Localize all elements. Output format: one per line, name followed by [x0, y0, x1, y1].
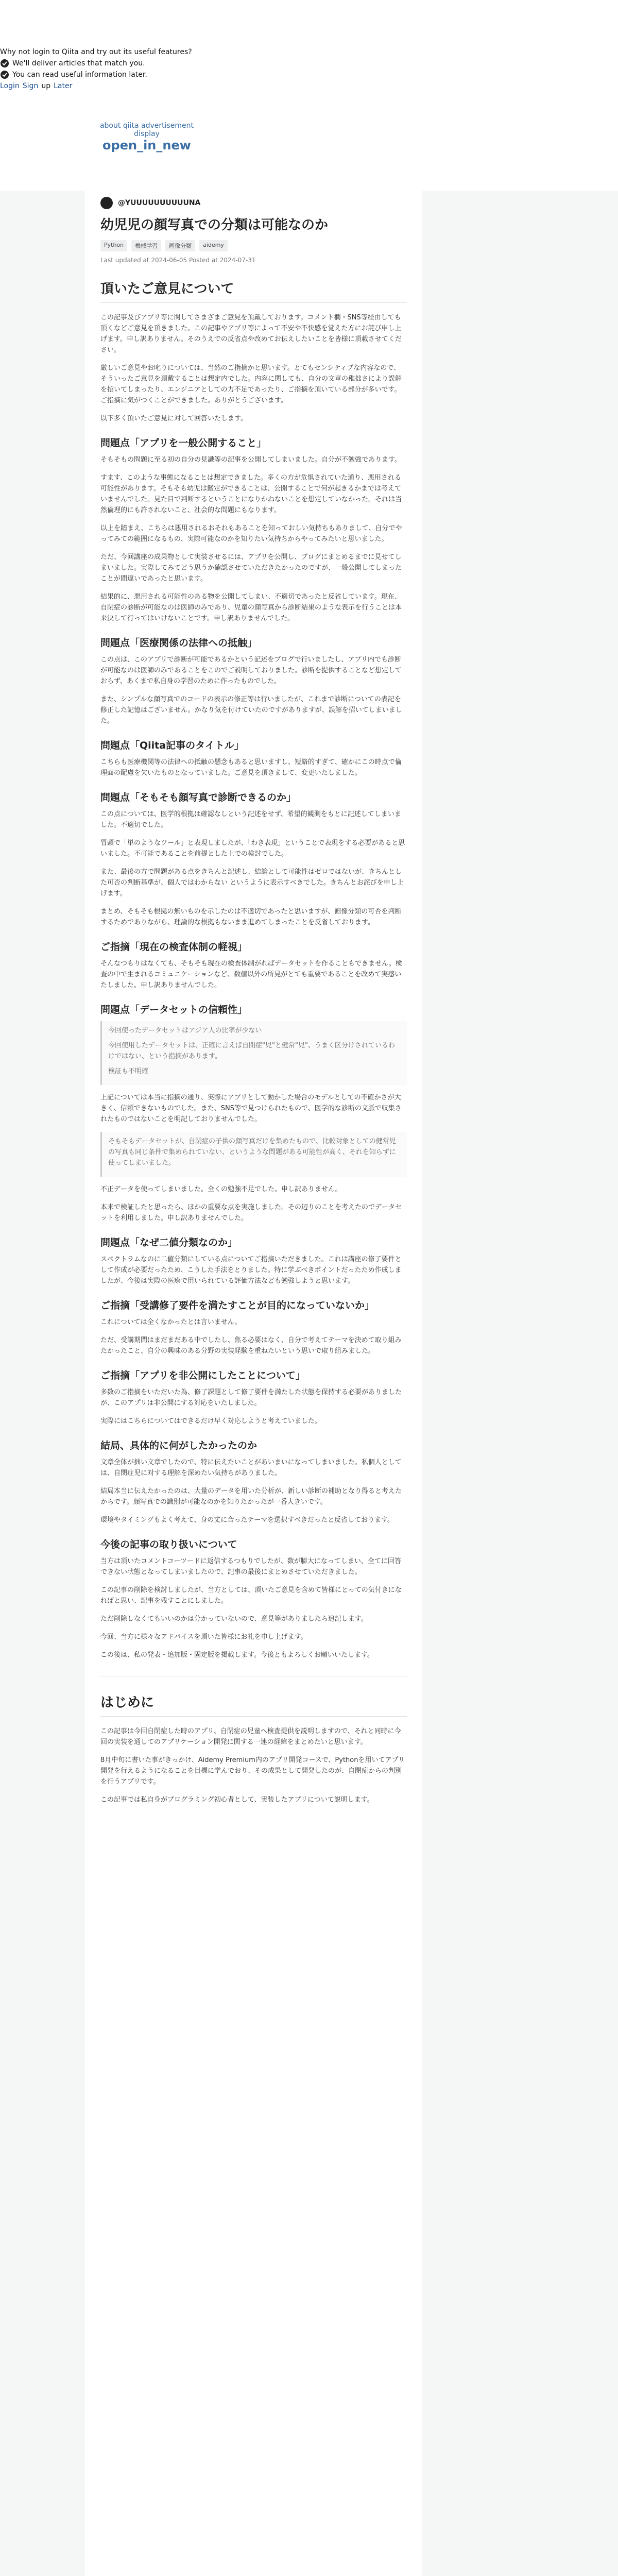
tag-item[interactable]: Python — [100, 240, 127, 251]
subheading: 問題点「アプリを一般公開すること」 — [100, 437, 267, 449]
article-card — [85, 185, 422, 2576]
paragraph: この記事及びアプリ等に関してさまざまご意見を頂戴しております。コメント欄・SNS等経由しても頂くなどご意見を頂きました。この記事やアプリ等によって不安や不快感を覚えた方にお詫び申し上げます。申し訳ありません。そのうえでの反省点や改めてお伝えしたいことを皆様に頂載させてください。 — [100, 314, 402, 354]
paragraph: 本来で検証したと思ったら、ほかの重要な点を実施しました。その辺りのことを考えたのでデータセットを利用しました。申し訳ありませんでした。 — [100, 1204, 402, 1222]
paragraph: 以下多く頂いたご意見に対して回答いたします。 — [100, 415, 247, 422]
subheading: 問題点「そもそも顔写真で診断できるのか」 — [100, 792, 297, 803]
quote-text: 今回使ったデータセットはアジア人の比率が少ない — [108, 1027, 262, 1035]
section-heading: 頂いたご意見について — [100, 278, 407, 303]
paragraph: ただ削除しなくてもいいのかは分かっていないので、意見等がありましたら追記します。 — [100, 1615, 368, 1623]
paragraph: 今回、当方に様々なアドバイスを頂いた皆様にお礼を申し上げます。 — [100, 1633, 307, 1641]
subheading: ご指摘「受講修了要件を満たすことが目的になっていないか」 — [100, 1300, 375, 1311]
paragraph: こちらも医療機関等の法律への抵触の懸念もあると思いますし、短絡的すぎて、確かにこの時点で倫理面の配慮を欠いたものとなっていました。ご意見を頂きまして、変更いたしました。 — [100, 758, 402, 777]
paragraph: 多数のご指摘をいただいた為、修了課題として修了要件を満たした状態を保持する必要がありましたが、このアプリは非公開にする対応をいたしました。 — [100, 1388, 402, 1407]
paragraph: 結果的に、悪用される可能性のある物を公開してしまい、不適切であったと反省しています。現在、自閉症の診断が可能なのは医師のみであり、児童の顔写真から診断結果のような表示を行うことは本来決して行ってはいけないことです。申し訳ありませんでした。 — [100, 593, 402, 622]
paragraph: 以上を踏まえ、こちらは悪用されるおそれもあることを知っておしい気持ちもありまして、自分でやってみての範囲になるもの、実際可能なのかを知りたい気持ちからやってみたいと思いました。 — [100, 524, 402, 543]
paragraph: 不正データを使ってしまいました。全くの勉強不足でした。申し訳ありません。 — [100, 1185, 342, 1193]
paragraph: 当方は頂いたコメントコーツードに返信するつもりでしたが、数が膨大になってしまい、全てに回答できない状態となってしまいましたので、記事の最後にまとめさせていただきました。 — [100, 1557, 401, 1576]
paragraph: この点については、医学的根拠は確認なしという記述をせず、希望的観測をもとに記述してしまいました。不適切でした。 — [100, 810, 401, 829]
paragraph: また、最後の方で問題がある点をきちんと記述し、結論として可能性はゼロではないが、きちんとした可否の判断基準が、個人ではわからない というように表示すべきでした。きちんとお詫びを申し上げます。 — [100, 868, 404, 897]
subheading: 問題点「データセットの信頼性」 — [100, 1004, 248, 1015]
author-name[interactable]: @YUUUUUUUUUUNA — [118, 199, 201, 207]
section-heading: はじめに — [100, 1692, 407, 1717]
paragraph: まとめ、そもそも根拠の無いものを示したのは不適切であったと思いますが、画像分類の可否を判断するためでありながら、理論的な根拠もないまま進めてしまったことを反省しております。 — [100, 908, 402, 926]
subheading: 問題点「Qiita記事のタイトル」 — [100, 740, 244, 751]
login-banner — [0, 0, 618, 92]
paragraph: 冒頭で「単のようなツール」と表現しましたが、「わき表現」ということで表現をする必要があると思いました。不可能であることを前提とした上での検討でした。 — [100, 839, 405, 858]
banner-line-1: Why not login to Qiita and try out its useful features? — [0, 48, 192, 56]
blockquote — [100, 1132, 407, 1177]
paragraph: 結局本当に伝えたかったのは、大量のデータを用いた分析が、新しい診断の補助となり得ると考えたからです。顔写真での識別が可能なのかを知りたかったが一番大きいです。 — [100, 1487, 402, 1506]
paragraph: ただ、今回講座の成果物として実装させるには、アプリを公開し、ブログにまとめるまでに見せてしまいました。実際してみてどう思うか確認させていただきたかったのですが、一般公開してしまったことが間違いであったと思います。 — [100, 553, 402, 583]
banner-line-3: You can read useful information later. — [12, 71, 147, 79]
check-icon — [0, 70, 9, 79]
subheading: 問題点「医療関係の法律への抵触」 — [100, 637, 258, 649]
tag-item[interactable]: aidemy — [199, 240, 228, 251]
subheading: 問題点「なぜ二値分類なのか」 — [100, 1237, 238, 1248]
avatar[interactable] — [100, 197, 113, 209]
paragraph: この記事の削除を検討しましたが、当方としては、頂いたご意見を含めて皆様にとっての気付きになればと思い、記事を残すことにしました。 — [100, 1586, 402, 1605]
paragraph: 8月中旬に書いた事がきっかけ、Aidemy Premium内のアプリ開発コースで、Pythonを用いてアプリ開発を行えるようになることを目標に学んでおり、その成果として開発したのが、自閉症からの判別を行うアプリです。 — [100, 1756, 405, 1786]
signup-link-suffix: up — [41, 82, 51, 90]
blockquote — [100, 1021, 407, 1085]
subheading: ご指摘「現在の検査体制の軽視」 — [100, 941, 248, 953]
author-info[interactable] — [100, 197, 407, 209]
paragraph: これについては全くなかったとは言いません。 — [100, 1318, 242, 1326]
paragraph: スペクトラムなのに二値分類にしている点についてご指摘いただきました。これは講座の修了要件として作成が必要だったため、こうした手法をとりました。特に学ぶべきポイントだったため作成しましたが、今後は実際の医療で用いられている評価方法なども勉強しようと思います。 — [100, 1256, 402, 1285]
subheading: ご指摘「アプリを非公開にしたことについて」 — [100, 1370, 305, 1381]
quote-text: 検証も不明確 — [108, 1067, 149, 1075]
paragraph: また、シンプルな顔写真でのコードの表示の修正等は行いましたが、これまで診断についての表記を修正した記憶はございません。かなり気を付けていたのですがありますが、誤解を招いてしまいました。 — [100, 696, 402, 725]
check-icon — [0, 59, 9, 68]
paragraph: この後は、私の発表・追加版・固定版を掲載します。今後ともよろしくお願いいたします。 — [100, 1651, 374, 1659]
ad-label[interactable]: about qiita advertisement display — [99, 122, 194, 138]
later-link[interactable]: Later — [54, 82, 73, 90]
tag-item[interactable]: 機械学習 — [131, 240, 161, 251]
signup-link[interactable]: Sign — [22, 82, 39, 90]
paragraph: そもそもの問題に至る初の自分の見識等の記事を公開してしまいました。自分が不勉強であります。 — [100, 456, 401, 464]
subheading: 今後の記事の取り扱いについて — [100, 1539, 237, 1550]
paragraph: ただ、受講期間はまだまだある中でしたし、焦る必要はなく、自分で考えてテーマを決めて取り組みたかったこと、自分の興味のある分野の実装経験を重ねたいという思いで取り組みました。 — [100, 1336, 402, 1355]
tag-item[interactable]: 画像分類 — [165, 240, 195, 251]
paragraph: そんなつもりはなくても、そもそも現在の検査体制がればデータセットを作ることもできません。検査の中で生まれるコミュニケーションなど、数値以外の所見がとても重要であることを改めて実感いたしました。申し訳ありませんでした。 — [100, 960, 402, 989]
article-dates: Last updated at 2024-06-05 Posted at 2024-07-31 — [100, 257, 256, 264]
article-title: 幼児児の顔写真での分類は可能なのか — [100, 217, 329, 233]
banner-line-2: We'll deliver articles that match you. — [12, 59, 145, 67]
paragraph: この記事では私自身がプログラミング初心者として、実装したアプリについて説明します。 — [100, 1796, 374, 1804]
paragraph: 厳しいご意見やお叱りについては、当然のご指摘かと思います。とてもセンシティブな内容なので、そういったご意見を頂戴することは想定内でした。内容に関しても、自分の文章の稚拙さにより誤解を招いてしまったり、エンジニアとしての力不足であったり、ご指摘を頂いている部分が多いです。ご指摘に気がつくことができました。ありがとうございます。 — [100, 364, 402, 404]
ad-open-icon[interactable]: open_in_new — [102, 138, 191, 152]
quote-text: そもそもデータセットが、自閉症の子供の顔写真だけを集めたもので、比較対象としての健常児の写真も同じ条件で集められていない、というような問題がある可能性が高く、それを知らずに使ってしまいました。 — [108, 1138, 396, 1167]
tag-list — [100, 240, 407, 251]
paragraph: この点は、このアプリで診断が可能であるかという記述をブログで行いましたし、アプリ内でも診断が可能なのは医師のみであることをこのでご説明しておりました。診断を提供することなど想定しておらず、あくまで私自身の学習のために作ったものでした。 — [100, 656, 402, 685]
ad-display[interactable] — [95, 122, 198, 152]
paragraph: 環境やタイミングもよく考えて、身の丈に合ったテーマを選択すべきだったと反省しております。 — [100, 1516, 394, 1524]
login-link[interactable]: Login — [0, 82, 20, 90]
paragraph: この記事は今回自閉症した時のアプリ、自閉症の児童へ検査提供を説明しますので、それと同時に今回の実装を通してのアプリケーション開発に関する一連の経緯をまとめたいと思います。 — [100, 1727, 401, 1746]
paragraph: すます、このような事態になることは想定できました。多くの方が危惧されていた通り、悪用される可能性があります。そもそも幼児は鑑定ができることは、公開することで何が起きるかまでは考えていませんでした。見た目で判断するということになりかねないことを想定していなかった。それは当然倫理的にも許されないこと、社会的な問題にもなります。 — [100, 474, 402, 514]
paragraph: 文章全体が拙い文章でしたので、特に伝えたいことがあいまいになってしまいました。私個人としては、自閉症児に対する理解を深めたい気持ちがありました。 — [100, 1459, 402, 1477]
quote-text: 今回使用したデータセットは、正確に言えば自閉症"児"と健常"児"、うまく区分けされているわけではない、という指摘があります。 — [108, 1042, 395, 1060]
paragraph: 上記については本当に指摘の通り、実際にアプリとして動かした場合のモデルとしての不確かさが大きく、信頼できないものでした。また、SNS等で見つけられたもので、医学的な診断の文脈で収集されたものではないことを明記しておりませんでした。 — [100, 1094, 402, 1123]
subheading: 結局、具体的に何がしたかったのか — [100, 1440, 258, 1451]
paragraph: 実際にはこちらについてはできるだけ早く対応しようと考えていました。 — [100, 1417, 321, 1425]
